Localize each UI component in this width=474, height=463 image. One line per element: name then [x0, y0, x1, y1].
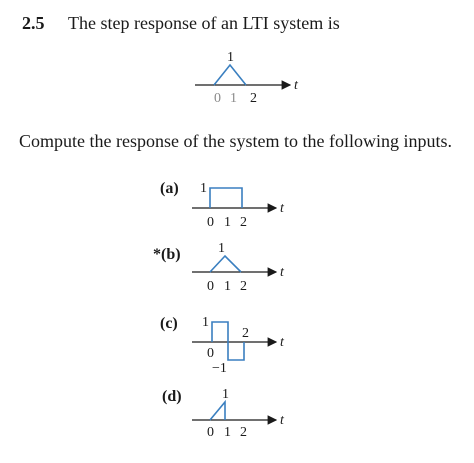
axis-variable: t	[280, 265, 284, 280]
part-b-plot	[190, 238, 300, 294]
step-response-plot	[190, 45, 310, 107]
part-d-label: (d)	[162, 388, 182, 405]
tick-2: 2	[240, 279, 247, 294]
value-label-low: −1	[212, 361, 227, 374]
part-a-label: (a)	[160, 180, 179, 197]
peak-label: 1	[227, 50, 234, 65]
problem-number: 2.5	[22, 13, 45, 33]
tick-1: 1	[224, 279, 231, 294]
value-label-high: 1	[202, 315, 209, 330]
doublet-pulse	[212, 322, 244, 360]
tick-2: 2	[240, 215, 247, 230]
problem-prompt: Compute the response of the system to the following inputs.	[19, 131, 452, 151]
tick-1: 1	[224, 215, 231, 230]
tick-0: 0	[207, 346, 214, 361]
tick-2: 2	[250, 91, 257, 106]
part-d-plot	[190, 384, 300, 440]
tick-0: 0	[214, 91, 221, 106]
tick-0: 0	[207, 425, 214, 440]
part-a-plot	[190, 178, 300, 230]
rect-pulse	[210, 188, 242, 208]
tick-0: 0	[207, 215, 214, 230]
tick-0: 0	[207, 279, 214, 294]
axis-variable: t	[280, 413, 284, 428]
value-label: 1	[200, 181, 207, 196]
axis-variable: t	[280, 335, 284, 350]
value-label: 1	[222, 387, 229, 402]
tick-1: 1	[224, 425, 231, 440]
part-c-label: (c)	[160, 315, 178, 332]
axis-variable: t	[280, 201, 284, 216]
part-c-plot	[190, 312, 300, 374]
tick-2: 2	[240, 425, 247, 440]
tick-2: 2	[242, 326, 249, 341]
part-b-label: *(b)	[153, 246, 181, 263]
value-label: 1	[218, 241, 225, 256]
ramp-input	[210, 402, 225, 420]
triangle-response	[214, 65, 246, 85]
tick-1: 1	[230, 91, 237, 106]
axis-variable: t	[294, 78, 298, 93]
triangle-input	[210, 256, 241, 272]
problem-statement: The step response of an LTI system is	[68, 13, 340, 33]
